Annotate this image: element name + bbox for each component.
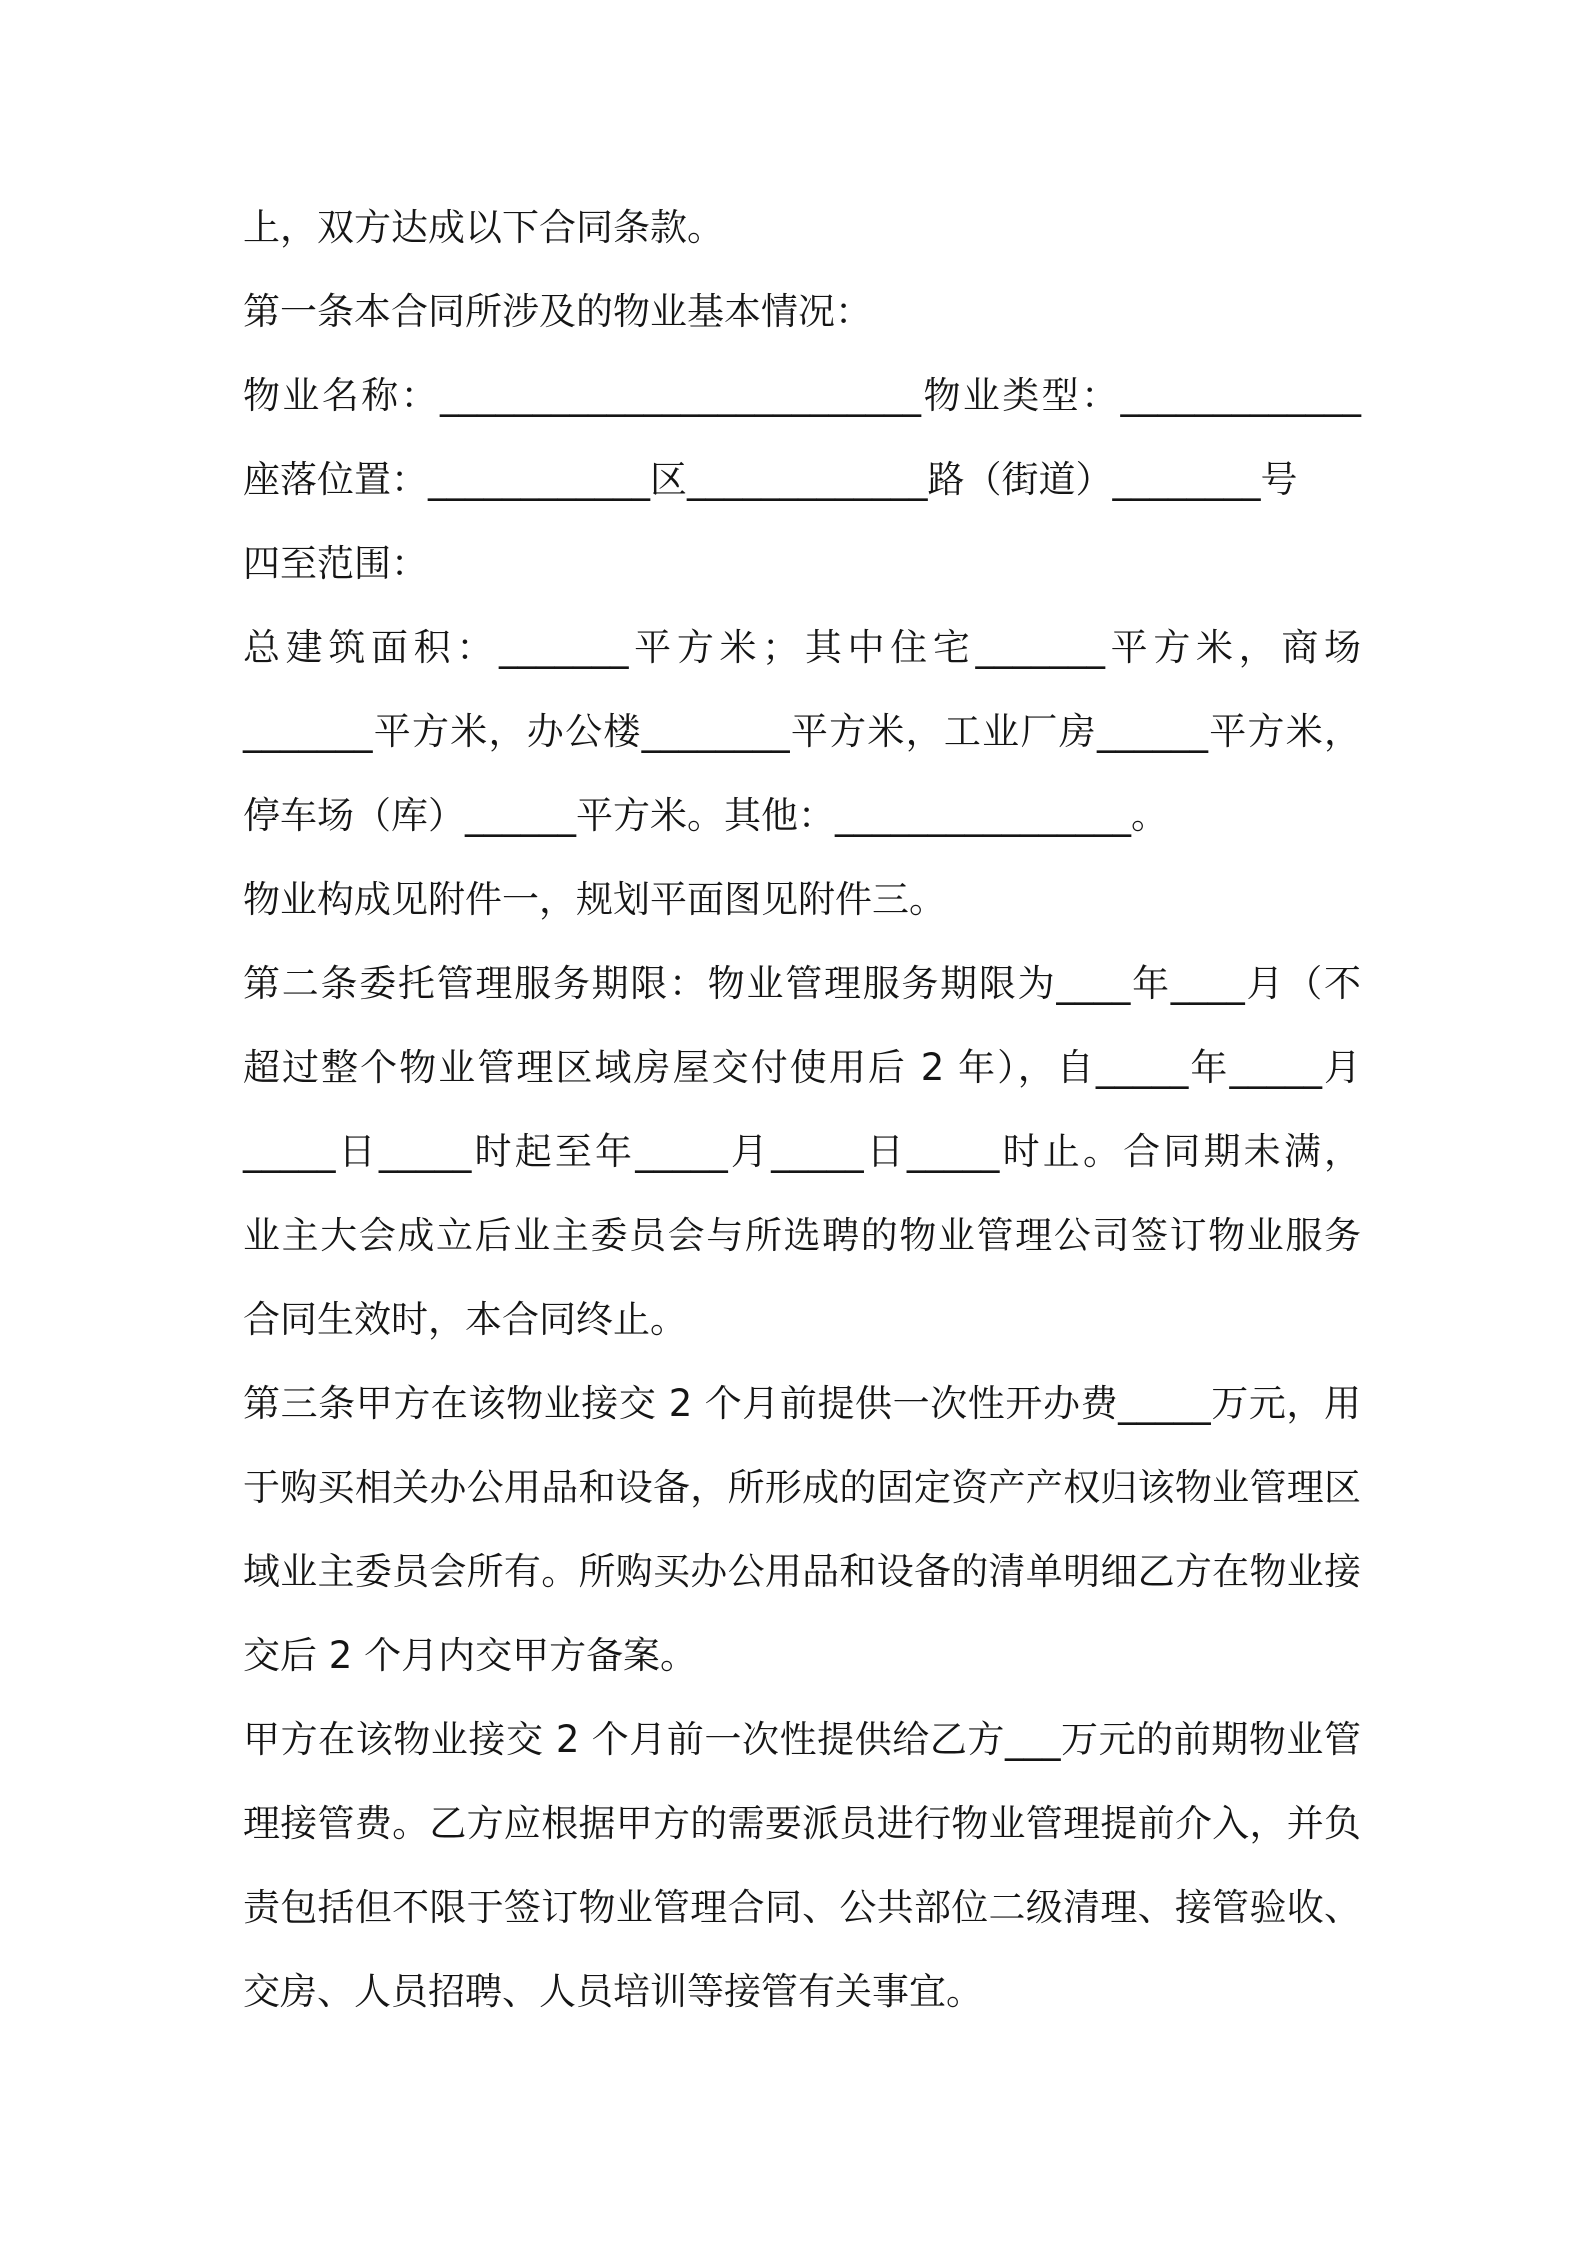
article-text-line: 第二条委托管理服务期限：物业管理服务期限为____年____月（不 xyxy=(243,962,1361,1005)
form-line-area: 停车场（库）______平方米。其他：________________。 xyxy=(243,794,1168,837)
form-line-area: _______平方米，办公楼________平方米，工业厂房______平方米， xyxy=(243,710,1361,753)
form-line-location: 座落位置：____________区_____________路（街道）________号 xyxy=(243,458,1298,501)
contract-text xyxy=(243,186,1361,2034)
article-text-line: 第三条甲方在该物业接交 2 个月前提供一次性开办费_____万元，用 xyxy=(243,1382,1361,1425)
article-heading: 第一条本合同所涉及的物业基本情况： xyxy=(243,290,872,333)
article-text-line: 超过整个物业管理区域房屋交付使用后 2 年），自_____年_____月 xyxy=(243,1046,1361,1089)
form-line-boundaries: 四至范围： xyxy=(243,542,428,585)
text-line: 交房、人员招聘、人员培训等接管有关事宜。 xyxy=(243,1970,983,2013)
article-text-line: 域业主委员会所有。所购买办公用品和设备的清单明细乙方在物业接 xyxy=(243,1550,1361,1593)
text-line: 甲方在该物业接交 2 个月前一次性提供给乙方___万元的前期物业管 xyxy=(243,1718,1361,1761)
text-line: 责包括但不限于签订物业管理合同、公共部位二级清理、接管验收、 xyxy=(243,1886,1361,1929)
form-line-area: 总建筑面积：_______平方米；其中住宅_______平方米，商场 xyxy=(243,626,1361,669)
article-text-line: 业主大会成立后业主委员会与所选聘的物业管理公司签订物业服务 xyxy=(243,1214,1361,1257)
article-text-line: 合同生效时，本合同终止。 xyxy=(243,1298,687,1341)
article-text-line: 于购买相关办公用品和设备，所形成的固定资产产权归该物业管理区 xyxy=(243,1466,1361,1509)
text-line: 理接管费。乙方应根据甲方的需要派员进行物业管理提前介入，并负 xyxy=(243,1802,1361,1845)
article-text-line: 交后 2 个月内交甲方备案。 xyxy=(243,1634,698,1677)
article-text-line: _____日_____时起至年_____月_____日_____时止。合同期未满， xyxy=(243,1130,1361,1173)
text-line: 物业构成见附件一，规划平面图见附件三。 xyxy=(243,878,946,921)
text-line: 上，双方达成以下合同条款。 xyxy=(243,206,724,249)
form-line-property-name-type: 物业名称：__________________________物业类型：_____________ xyxy=(243,374,1361,417)
